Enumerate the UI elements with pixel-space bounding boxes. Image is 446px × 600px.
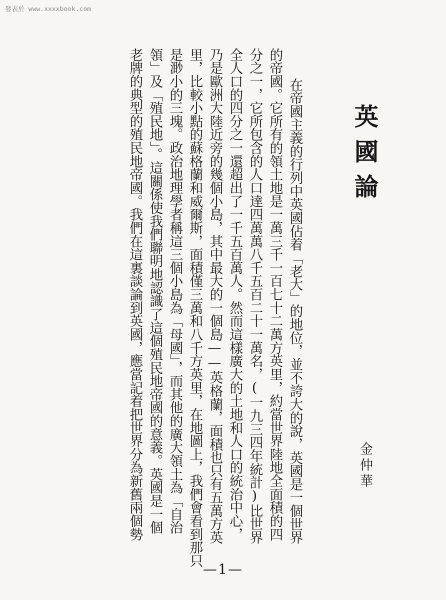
body-column-5: 乃是歐洲大陸近旁的幾個小島，其中最大的一個島——英格蘭，面積也只有五萬方英 [207, 48, 222, 545]
page-number: —1— [203, 562, 243, 578]
body-column-8: 領」及「殖民地」。這關係使我們聯明地認識了這個殖民地帝國的意義。英國是一個 [147, 48, 162, 535]
article-title: 英國論 [350, 104, 379, 209]
body-column-7: 是渺小的三塊。政治地理學者稱這三個小島為「母國」，而其他的廣大領土為「自治 [167, 48, 182, 535]
body-column-1: 在帝國主義的行列中英國佔着「老大」的地位，並不誇大的說，英國是一個世界 [287, 78, 302, 545]
body-column-4: 全人口的四分之一還超出了一千五百萬人。然而這樣廣大的土地和人口的統治中心， [227, 48, 242, 541]
header-watermark: 發表於 www.xxxxbook.com [5, 5, 92, 13]
body-column-9: 老牌的典型的殖民地帝國。我們在這裏談論到英國，應當記着把世界分為新舊兩個勢 [127, 48, 142, 541]
body-column-2: 的帝國。它所有的領土地是一萬三千一百七十二萬方英里，約當世界陸地全面積的四 [267, 48, 282, 541]
author-name: 金仲華 [357, 442, 372, 490]
body-column-3: 分之一，它所包含的人口達四萬萬八千五百二十一萬名，(一九三四年統計)比世界 [247, 48, 262, 545]
body-column-6: 里，比較小點的蘇格蘭和威爾斯，面積僅三萬和八千方英里，在地圖上，我們會看到那只 [187, 48, 202, 568]
